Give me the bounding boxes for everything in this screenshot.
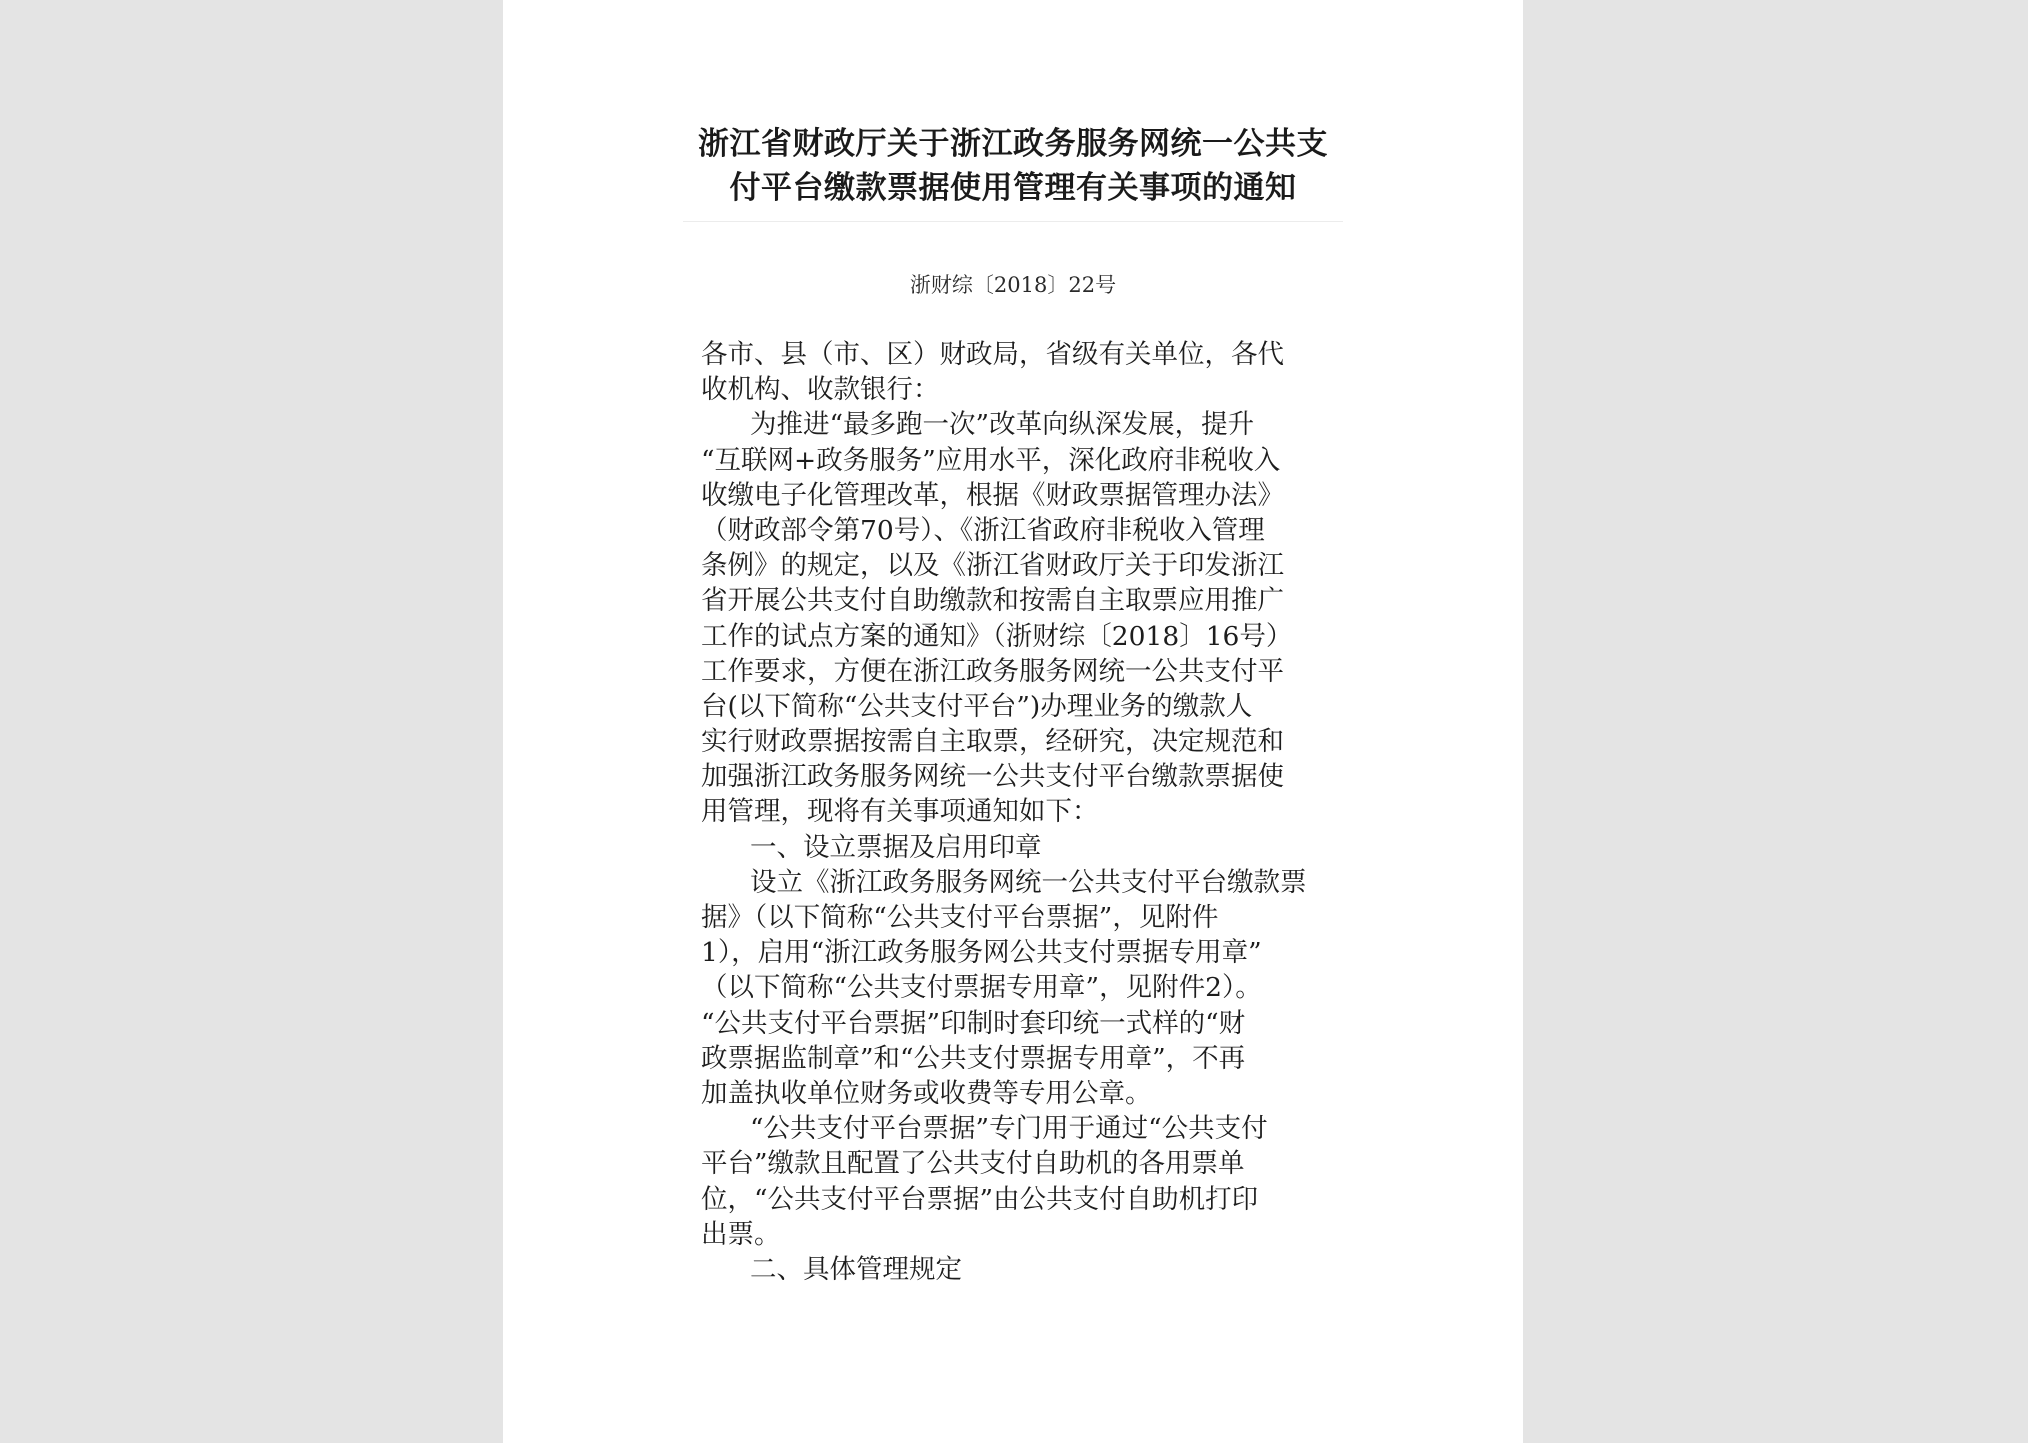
body-line: 工作要求，方便在浙江政务服务网统一公共支付平 [701, 655, 1284, 687]
body-line: 加强浙江政务服务网统一公共支付平台缴款票据使 [701, 761, 1284, 793]
body-line: 二、具体管理规定 [750, 1253, 962, 1285]
document-number: 浙财综〔2018〕22号 [909, 273, 1117, 297]
title-line: 付平台缴款票据使用管理有关事项的通知 [729, 170, 1297, 206]
body-line: 各市、县（市、区）财政局，省级有关单位，各代 [701, 339, 1284, 370]
document-title [503, 122, 1523, 210]
title-line: 浙江省财政厅关于浙江政务服务网统一公共支 [698, 126, 1328, 162]
body-line: 台(以下简称“公共支付平台”)办理业务的缴款人 [701, 690, 1253, 722]
body-line: “公共支付平台票据”专门用于通过“公共支付 [750, 1113, 1268, 1145]
body-line: 出票。 [701, 1218, 781, 1250]
document-page [503, 0, 1523, 1443]
body-line: 政票据监制章”和“公共支付票据专用章”，不再 [701, 1042, 1246, 1074]
body-line: 实行财政票据按需自主取票，经研究，决定规范和 [701, 726, 1284, 758]
body-line: 收机构、收款银行： [701, 374, 940, 406]
body-line: 位，“公共支付平台票据”由公共支付自助机打印 [701, 1183, 1259, 1215]
body-line: （财政部令第70号）、《浙江省政府非税收入管理 [701, 514, 1265, 546]
body-line: 1），启用“浙江政务服务网公共支付票据专用章” [701, 937, 1262, 969]
body-line: 为推进“最多跑一次”改革向纵深发展，提升 [750, 409, 1255, 441]
body-line: 省开展公共支付自助缴款和按需自主取票应用推广 [701, 585, 1284, 617]
body-line: 设立《浙江政务服务网统一公共支付平台缴款票 [750, 866, 1307, 898]
body-line: 收缴电子化管理改革，根据《财政票据管理办法》 [701, 479, 1284, 511]
body-line: “互联网+政务服务”应用水平，深化政府非税收入 [701, 444, 1281, 476]
body-line: 条例》的规定，以及《浙江省财政厅关于印发浙江 [701, 550, 1284, 582]
body-line: 加盖执收单位财务或收费等专用公章。 [701, 1077, 1152, 1109]
body-line: 工作的试点方案的通知》（浙财综〔2018〕16号） [701, 620, 1293, 652]
body-line: 用管理，现将有关事项通知如下： [701, 796, 1099, 828]
body-line: （以下简称“公共支付票据专用章”，见附件2）。 [701, 972, 1262, 1004]
title-divider [683, 221, 1343, 222]
body-line: 一、设立票据及启用印章 [750, 831, 1042, 863]
body-line: 平台”缴款且配置了公共支付自助机的各用票单 [701, 1148, 1245, 1180]
body-line: 据》（以下简称“公共支付平台票据”，见附件 [701, 902, 1219, 933]
document-body [701, 337, 1341, 1287]
body-line: “公共支付平台票据”印制时套印统一式样的“财 [701, 1007, 1246, 1039]
